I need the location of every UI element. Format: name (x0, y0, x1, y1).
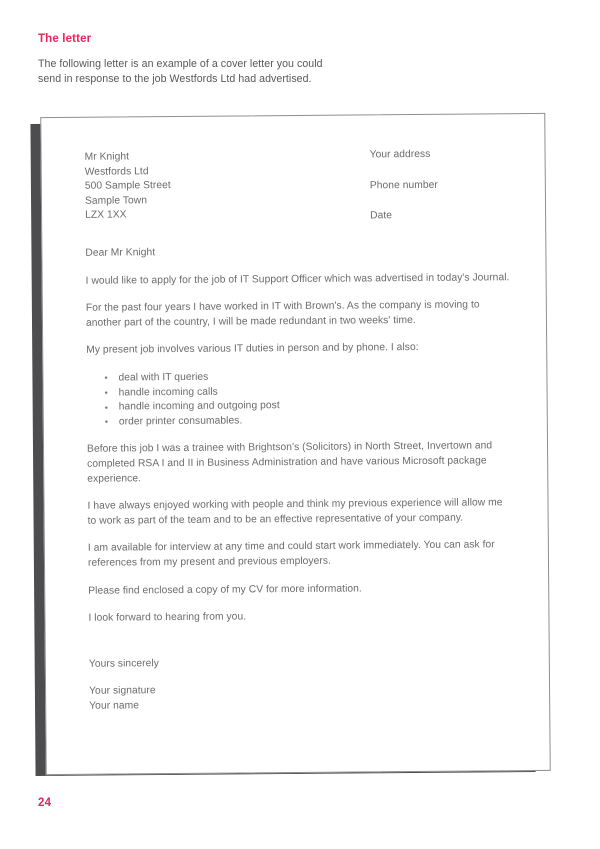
letter-paragraph: I have always enjoyed working with people and think my previous experience will allow me to work as part of the team and to be an effective representative of your company. (87, 497, 503, 527)
recipient-address-line: Mr Knight (84, 151, 130, 163)
recipient-address-line: 500 Sample Street (84, 180, 171, 192)
list-item: • order printer consumables. (105, 412, 511, 430)
letter-paragraph: Before this job I was a trainee with Brightson's (Solicitors) in North Street, Invertown and completed RSA I and II in Business Administration and have various Microsoft package experience. (86, 440, 493, 485)
letter-content (41, 114, 549, 774)
list-item: • handle incoming and outgoing post (105, 397, 511, 415)
sender-field-phone: Phone number (369, 179, 438, 191)
letter-salutation: Dear Mr Knight (85, 247, 156, 259)
signature-line: Your signature (89, 685, 156, 698)
list-item: • deal with IT queries (104, 368, 510, 386)
letter-paragraph: Please find enclosed a copy of my CV for more information. (88, 582, 362, 597)
page-number: 24 (38, 797, 52, 809)
intro-paragraph: The following letter is an example of a cover letter you could send in response to the job Westfords Ltd had advertised. (38, 57, 323, 85)
list-item: • handle incoming calls (105, 383, 511, 401)
sender-field-date: Date (370, 210, 393, 222)
letter-signoff: Yours sincerely (88, 657, 159, 670)
letter-paragraph: My present job involves various IT duties in person and by phone. I also: (86, 342, 419, 357)
letter-paragraph: I look forward to hearing from you. (88, 611, 247, 624)
recipient-address-line: Westfords Ltd (84, 165, 149, 178)
letter-paragraph: For the past four years I have worked in IT with Brown's. As the company is moving to another part of the country, I will be made redundant in two weeks' time. (85, 299, 480, 329)
letter-header (85, 147, 510, 247)
letter-signoff-block (89, 654, 513, 714)
letter-signature-block (89, 681, 513, 714)
signature-line: Your name (89, 700, 140, 712)
recipient-address-line: LZX 1XX (85, 209, 127, 222)
page-title: The letter (38, 33, 92, 45)
letter-paragraph: I am available for interview at any time and could start work immediately. You can ask for references from my present and previous employers. (87, 539, 495, 569)
sender-details-block (370, 147, 551, 240)
duties-list (86, 368, 510, 430)
letter-paragraph: I would like to apply for the job of IT Support Officer which was advertised in today's Journal. (85, 271, 510, 287)
letter-card (40, 113, 550, 775)
recipient-address-block (85, 149, 326, 224)
sender-field-address: Your address (369, 148, 431, 161)
recipient-address-line: Sample Town (84, 195, 148, 207)
